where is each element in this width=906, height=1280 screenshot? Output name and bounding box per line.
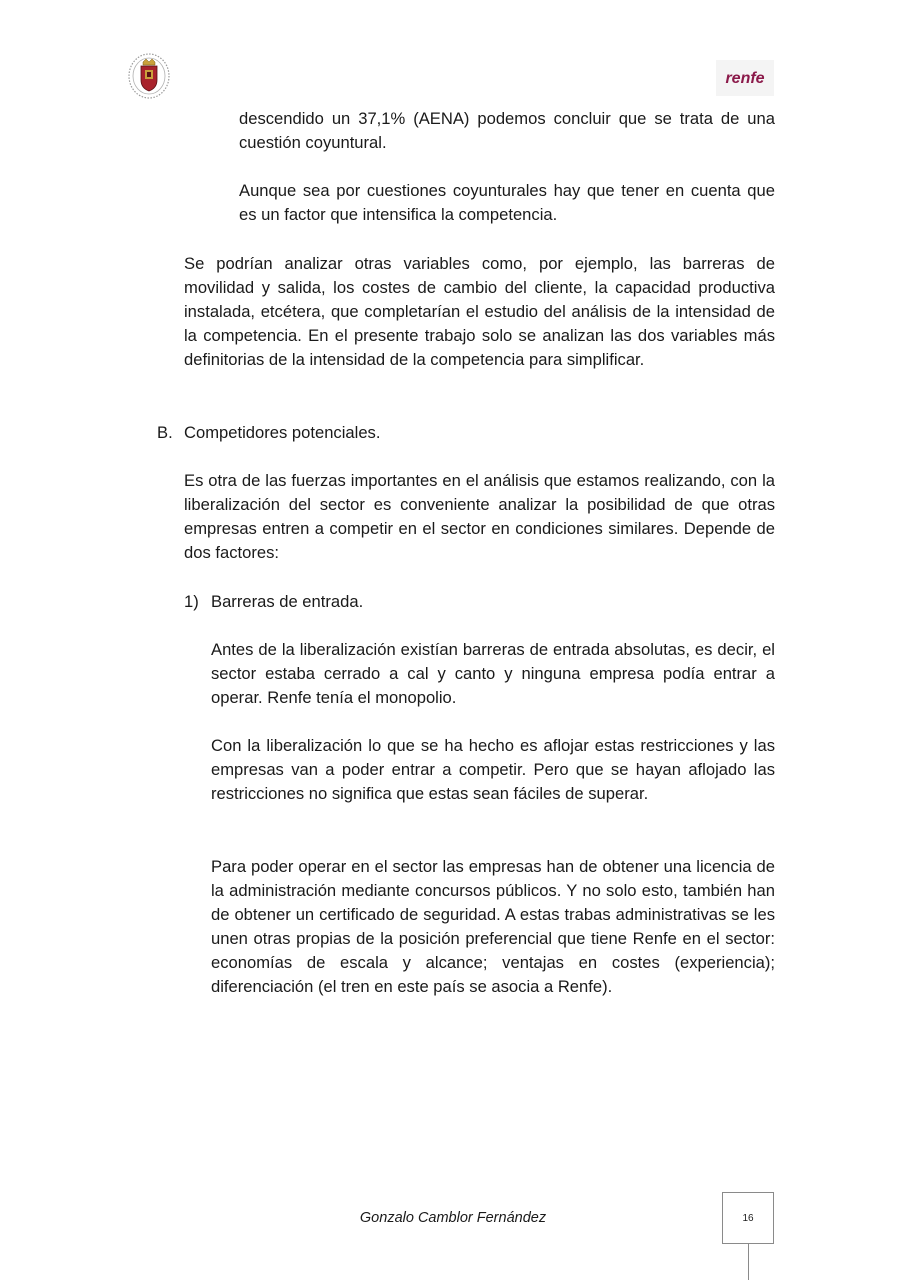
footer-author: Gonzalo Camblor Fernández	[359, 1210, 547, 1226]
item-1-title: Barreras de entrada.	[211, 592, 364, 611]
quote-paragraph-2: Aunque sea por cuestiones coyunturales hay que tener en cuenta que es un factor que intensifica la competencia.	[239, 181, 775, 224]
item-1-paragraph-c: Para poder operar en el sector las empresas han de obtener una licencia de la administración mediante concursos públicos. Y no solo esto, también han de obtener un certificado de seguridad. A estas trabas administrativas se les unen otras propias de la posición preferencial que tiene Renfe en el sector: economías de escala y alcance; ventajas en costes (experiencia); diferenciación (el tren en este país se asocia a Renfe).	[211, 857, 775, 996]
item-1-paragraph-b: Con la liberalización lo que se ha hecho es aflojar estas restricciones y las empresas van a poder entrar a competir. Pero que se hayan aflojado las restricciones no significa que estas sean fáciles de superar.	[211, 736, 775, 803]
page-number-box	[722, 1192, 774, 1244]
section-b-marker: B.	[157, 423, 173, 442]
section-b-title: Competidores potenciales.	[184, 423, 381, 442]
page-number: 16	[742, 1213, 754, 1224]
variables-paragraph: Se podrían analizar otras variables como, por ejemplo, las barreras de movilidad y salida, los costes de cambio del cliente, la capacidad productiva instalada, etcétera, que completarían el estudio del análisis de la intensidad de la competencia. En el presente trabajo solo se analizan las dos variables más definitorias de la intensidad de la competencia para simplificar.	[184, 254, 775, 369]
university-seal-logo	[127, 52, 171, 100]
section-b-paragraph: Es otra de las fuerzas importantes en el análisis que estamos realizando, con la liberalización del sector es conveniente analizar la posibilidad de que otras empresas entren a competir en el sector en condiciones similares. Depende de dos factores:	[184, 471, 775, 562]
item-1-paragraph-a: Antes de la liberalización existían barreras de entrada absolutas, es decir, el sector estaba cerrado a cal y canto y ninguna empresa podía entrar a operar. Renfe tenía el monopolio.	[211, 640, 775, 707]
renfe-logo	[716, 60, 774, 96]
item-1-marker: 1)	[184, 592, 199, 611]
page-number-connector-line	[748, 1244, 749, 1280]
quote-paragraph-1: descendido un 37,1% (AENA) podemos concluir que se trata de una cuestión coyuntural.	[239, 109, 775, 152]
svg-text:renfe: renfe	[725, 70, 765, 87]
